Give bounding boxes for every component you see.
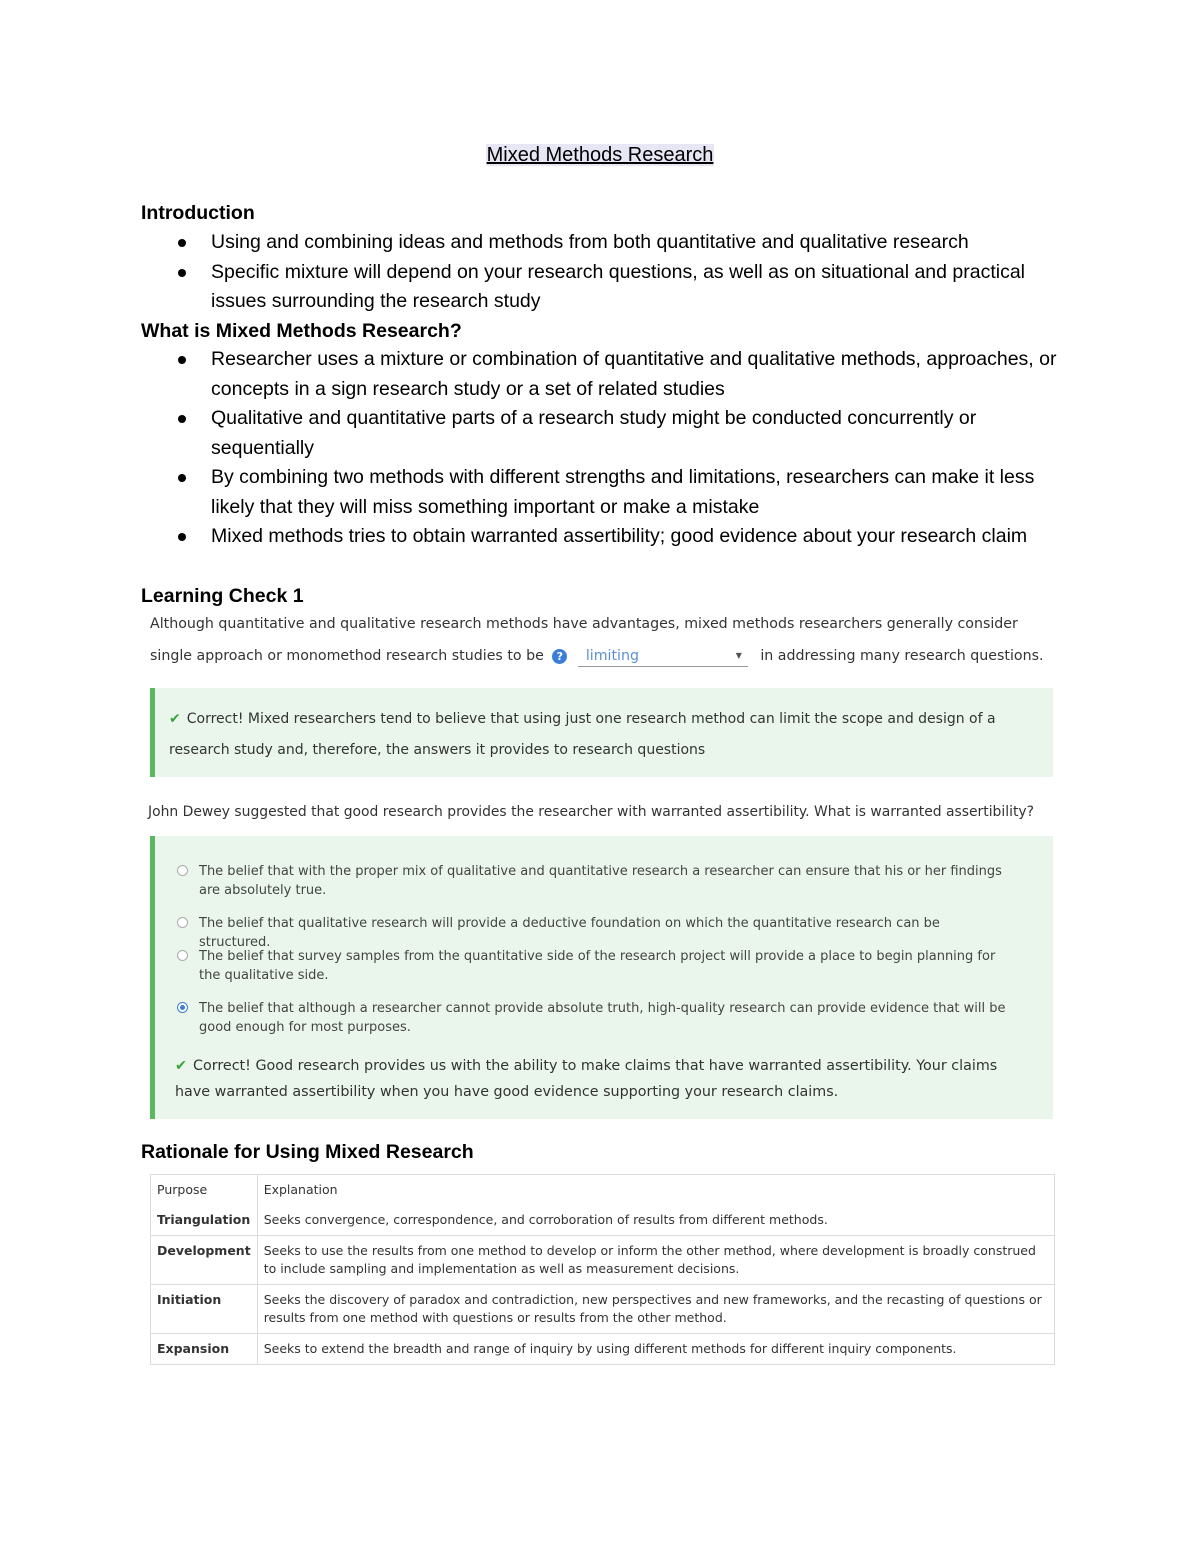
explanation-cell: Seeks to extend the breadth and range of inquiry by using different methods for different inquiry components. [257,1334,1054,1365]
explanation-cell: Seeks the discovery of paradox and contradiction, new perspectives and new frameworks, and the recasting of questions or results from one method with questions or results from the other method. [257,1285,1054,1334]
rationale-heading: Rationale for Using Mixed Research [141,1141,474,1163]
page-title: Mixed Methods Research [486,144,714,166]
question-1-line-2: single approach or monomethod research studies to be ? limiting ▼ in addressing many research questions. [150,640,1060,672]
answer-option-selected[interactable]: The belief that although a researcher cannot provide absolute truth, high-quality research can provide evidence that will be good enough for most purposes. [155,999,1053,1051]
list-item: Mixed methods tries to obtain warranted assertibility; good evidence about your research claim [141,522,1071,552]
purpose-cell: Triangulation [151,1205,258,1236]
rationale-table [150,1174,1055,1365]
radio-button-selected[interactable] [177,1002,188,1013]
list-item: Qualitative and quantitative parts of a research study might be conducted concurrently or sequentially [141,404,1071,463]
column-header: Purpose [151,1175,258,1206]
help-icon[interactable]: ? [552,649,567,664]
question-1-line-1: Although quantitative and qualitative research methods have advantages, mixed methods researchers generally consider [150,616,1018,632]
answer-option[interactable]: The belief that survey samples from the quantitative side of the research project will provide a place to begin planning for the qualitative side. [155,947,1053,999]
list-item: By combining two methods with different strengths and limitations, researchers can make it less likely that they will miss something important or make a mistake [141,463,1071,522]
introduction-heading: Introduction [141,202,255,224]
table-row [151,1205,1055,1236]
question-2-panel [150,836,1053,1119]
purpose-cell: Expansion [151,1334,258,1365]
table-row [151,1285,1055,1334]
question-2: John Dewey suggested that good research provides the researcher with warranted assertibility. What is warranted assertibility? [148,804,1034,820]
checkmark-icon: ✔ [175,1058,187,1074]
purpose-cell: Initiation [151,1285,258,1334]
list-item: Researcher uses a mixture or combination of quantitative and qualitative methods, approaches, or concepts in a sign research study or a set of related studies [141,345,1071,404]
purpose-cell: Development [151,1236,258,1285]
question-1-feedback: ✔ Correct! Mixed researchers tend to believe that using just one research method can limit the scope and design of a research study and, therefore, the answers it provides to research questions [150,688,1053,777]
table-header-row [151,1175,1055,1206]
table-row [151,1236,1055,1285]
question-1 [150,608,1060,672]
answer-select[interactable]: limiting ▼ [578,646,748,667]
list-item: Specific mixture will depend on your research questions, as well as on situational and practical issues surrounding the research study [141,258,1071,317]
table-row [151,1334,1055,1365]
checkmark-icon: ✔ [169,711,181,727]
explanation-cell: Seeks convergence, correspondence, and corroboration of results from different methods. [257,1205,1054,1236]
explanation-cell: Seeks to use the results from one method to develop or inform the other method, where development is broadly construed to include sampling and implementation as well as measurement decisions. [257,1236,1054,1285]
what-is-heading: What is Mixed Methods Research? [141,320,462,342]
question-2-feedback: ✔ Correct! Good research provides us with the ability to make claims that have warranted assertibility. Your claims have warranted assertibility when you have good evidence supporting your research claims. [175,1058,998,1100]
chevron-down-icon: ▼ [735,651,742,660]
answer-option[interactable]: The belief that with the proper mix of qualitative and quantitative research a researcher can ensure that his or her findings are absolutely true. [155,862,1053,914]
list-item: Using and combining ideas and methods from both quantitative and qualitative research [141,228,1071,258]
radio-button[interactable] [177,865,188,876]
what-is-list [141,345,1071,552]
answer-option[interactable]: The belief that qualitative research will provide a deductive foundation on which the quantitative research can be structured. [155,914,1053,947]
radio-button[interactable] [177,917,188,928]
radio-button[interactable] [177,950,188,961]
introduction-list [141,228,1071,317]
learning-check-heading: Learning Check 1 [141,585,304,607]
column-header: Explanation [257,1175,1054,1206]
